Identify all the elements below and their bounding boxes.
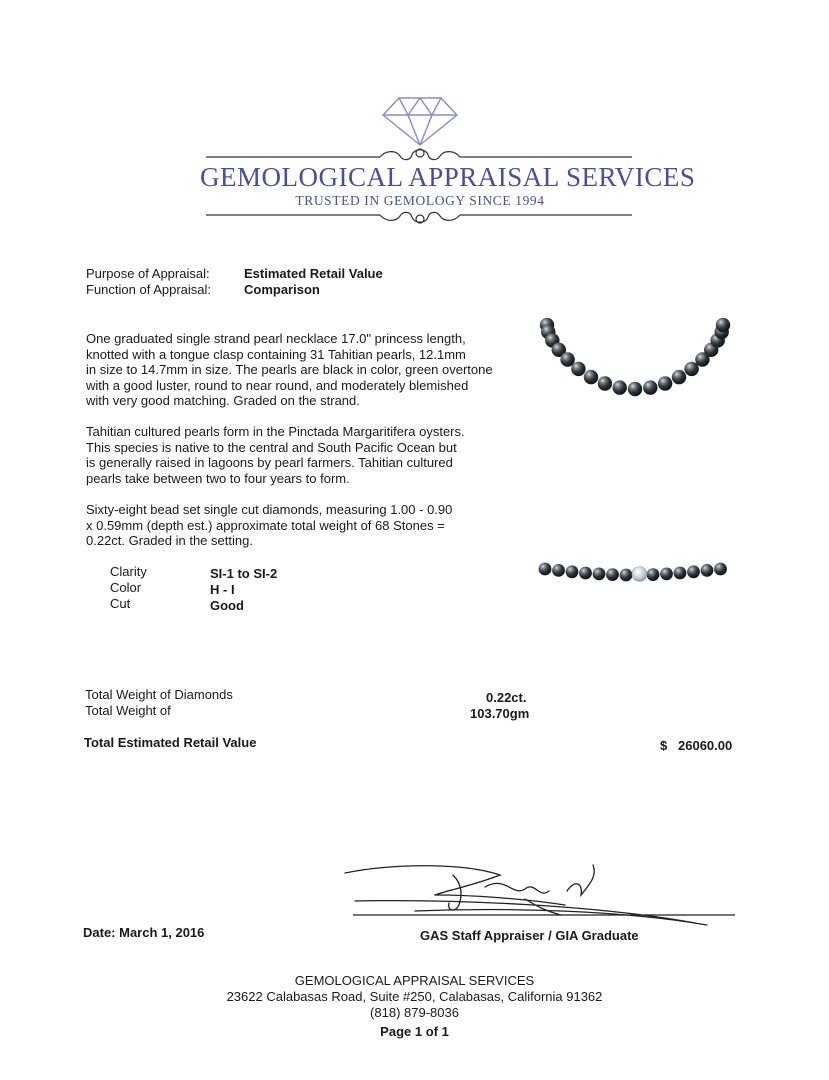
pearl (566, 565, 579, 578)
purpose-label: Purpose of Appraisal: (86, 266, 210, 281)
footer-company: GEMOLOGICAL APPRAISAL SERVICES (294, 973, 535, 988)
pearl (579, 567, 592, 580)
description-line: x 0.59mm (depth est.) approximate total weight of 68 Stones = (86, 517, 445, 533)
clarity-label: Clarity (110, 564, 147, 579)
appraiser-signature (335, 855, 745, 935)
retail-value-label: Total Estimated Retail Value (84, 735, 257, 750)
pearl (716, 318, 730, 332)
pearl (628, 382, 642, 396)
pearl (613, 380, 627, 394)
color-value: H - I (210, 582, 235, 597)
description-line: 0.22ct. Graded in the setting. (86, 533, 253, 548)
diamond-weight-label: Total Weight of Diamonds (85, 687, 233, 702)
description-line: is generally raised in lagoons by pearl farmers. Tahitian cultured (86, 455, 453, 470)
appraiser-title: GAS Staff Appraiser / GIA Graduate (420, 928, 639, 943)
function-value: Comparison (244, 282, 320, 297)
description-paragraph-1 (86, 331, 493, 409)
pearl (687, 565, 700, 578)
pearl (714, 563, 727, 576)
lower-flourish (206, 212, 632, 223)
diamond-weight-value: 0.22ct. (486, 690, 527, 705)
pearl (584, 370, 598, 384)
pearl (571, 362, 585, 376)
pearl (598, 376, 612, 390)
pearl (660, 568, 673, 581)
pearl (658, 376, 672, 390)
color-label: Color (110, 580, 142, 595)
description-line: This species is native to the central and South Pacific Ocean but (86, 439, 457, 455)
clasp-bead (632, 567, 647, 582)
page-number: Page 1 of 1 (380, 1024, 449, 1039)
description-line: Sixty-eight bead set single cut diamonds, measuring 1.00 - 0.90 (86, 502, 453, 517)
pearl (560, 352, 574, 366)
pearl (620, 569, 633, 582)
clasp-strand (539, 563, 727, 582)
description-line: pearls take between two to four years to form. (86, 470, 350, 486)
description-line: in size to 14.7mm in size. The pearls are black in color, green overtone (86, 362, 493, 377)
company-tagline: TRUSTED IN GEMOLOGY SINCE 1994 (295, 193, 545, 208)
description-line: One graduated single strand pearl necklace 17.0" princess length, (86, 331, 466, 346)
purpose-value: Estimated Retail Value (244, 266, 383, 281)
pearl (643, 380, 657, 394)
pearl (701, 564, 714, 577)
description-line: with very good matching. Graded on the strand. (86, 393, 360, 408)
clarity-value: SI-1 to SI-2 (210, 566, 278, 581)
description-line: knotted with a tongue clasp containing 31 Tahitian pearls, 12.1mm (86, 346, 466, 362)
pearl (552, 564, 565, 577)
appraisal-date: Date: March 1, 2016 (83, 925, 205, 940)
description-line: Tahitian cultured pearls form in the Pinctada Margaritifera oysters. (86, 424, 465, 439)
pearl (539, 563, 552, 576)
company-name: GEMOLOGICAL APPRAISAL SERVICES (200, 162, 696, 192)
description-paragraph-2 (86, 424, 465, 486)
pearl (647, 568, 660, 581)
pearl (672, 370, 686, 384)
upper-flourish (206, 149, 632, 160)
pearl (684, 362, 698, 376)
pearl (606, 568, 619, 581)
pearl (593, 568, 606, 581)
pearl-necklace-photo (530, 305, 740, 415)
description-line: with a good luster, round to near round, and moderately blemished (86, 377, 469, 393)
pearl-clasp-photo (535, 550, 735, 590)
diamond-logo-icon (383, 98, 457, 145)
retail-currency: $ (660, 738, 668, 753)
pearl (674, 567, 687, 580)
cut-label: Cut (110, 596, 131, 611)
description-paragraph-3 (86, 502, 452, 549)
footer-address: 23622 Calabasas Road, Suite #250, Calabasas, California 91362 (226, 989, 603, 1004)
cut-value: Good (210, 598, 244, 613)
retail-value: 26060.00 (678, 738, 733, 753)
total-weight-value: 103.70gm (470, 706, 530, 721)
total-weight-label: Total Weight of (85, 703, 171, 718)
footer-phone: (818) 879-8036 (370, 1005, 459, 1020)
function-label: Function of Appraisal: (86, 282, 212, 297)
pearl-strand (540, 318, 730, 396)
